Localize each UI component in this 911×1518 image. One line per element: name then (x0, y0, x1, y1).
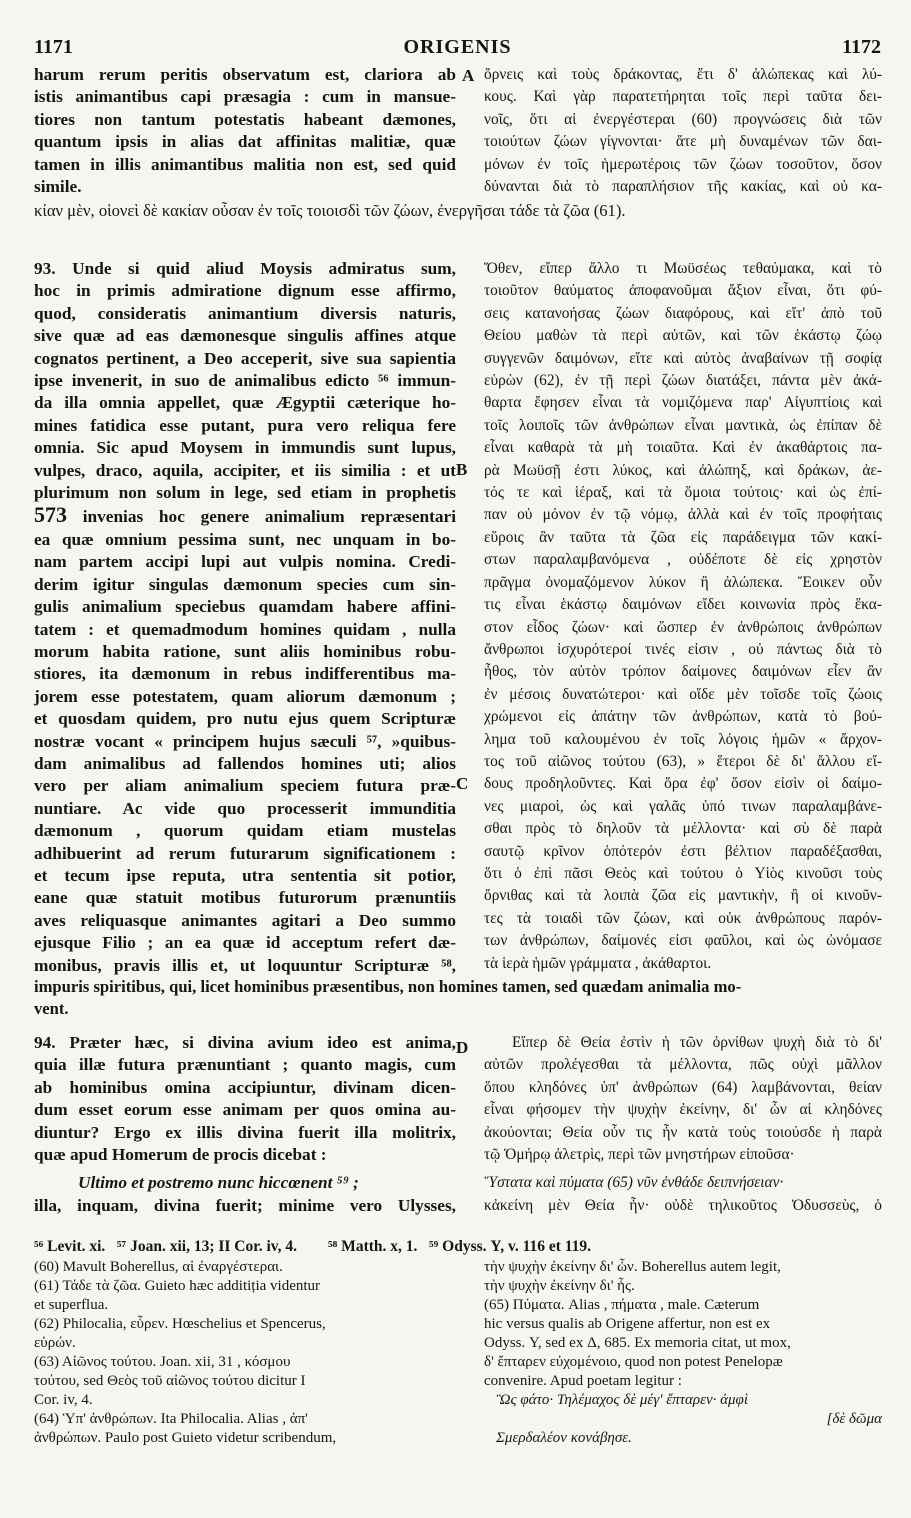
text-line: ab hominibus omina accipiuntur, divinam dicen- (34, 1077, 456, 1097)
homer-quote-greek: Ὕστατα καὶ πύματα (65) νῦν ἐνθάδε δειπνήσειαν· (484, 1174, 784, 1192)
text-line: ὄρνεις καὶ τοὺς δράκοντας, ἔτι δ' ἀλώπεκας καὶ λύ- (484, 66, 882, 83)
text-line: nostræ vocant « principem hujus sæculi ⁵⁷, »quibus- (34, 731, 456, 751)
text-line: simile. (34, 177, 82, 197)
text-line: τες τὰ τοιαδὶ τῶν ζώων, καὶ οὐκ ἀνθρώπους παρόν- (484, 909, 882, 927)
section-93-full-width (34, 976, 882, 1021)
text-line: aves reliquasque animantes agitari a Deo summo (34, 910, 456, 930)
text-line: των ἀνθρώπων, δαίμονές εἰσι φαῦλοι, καὶ ὡς ὠνόμασε (484, 932, 882, 950)
text-line: 94. Præter hæc, si divina avium ideo est anima, (34, 1033, 456, 1052)
text-run: invenias hoc genere animalium repræsentari (82, 507, 456, 527)
text-line: εὑρὼν (62), ἐν τῇ περὶ ζώων διατάξει, πάντα μὲν ἀκά- (484, 372, 882, 390)
note-line: εὑρών. (34, 1335, 76, 1351)
section-94-latin (34, 1032, 456, 1217)
text-line: dum esset eorum esse animam per quos omina au- (34, 1100, 456, 1120)
text-line: μόνων ἐν τοῖς ἡμερωτέροις τῶν ζώων τοσοῦτον, ὅσον (484, 155, 882, 173)
text-line: et tecum ipse reputa, utra sententia sit potior, (34, 865, 456, 885)
text-line: δύνανται διὰ τὸ παραπλήσιον τῆς κακίας, καὶ οὐ κα- (484, 178, 882, 196)
text-line: ejusque Filio ; an ea quæ id acceptum refert dæ- (34, 933, 456, 953)
text-line: adhibuerint ad rerum futurarum significationem : (34, 843, 456, 863)
note-line: Ὣς φάτο· Τηλέμαχος δὲ μέγ' ἔπταρεν· ἀμφὶ (496, 1392, 749, 1408)
text-line: tatem : et quemadmodum homines quidam , nulla (34, 619, 456, 639)
note-line: δ' ἔπταρεν εὐχομένοιο, quod non potest Penelopæ (484, 1354, 783, 1370)
text-line: quæ apud Homerum de procis dicebat : (34, 1145, 327, 1165)
text-line: παν οὐ μόνον ἐν τῷ νόμῳ, ἀλλὰ καὶ ἐν τοῖς προφήταις (484, 506, 882, 524)
note-line: [δὲ δῶμα (826, 1411, 882, 1427)
text-line: tamen in illis animantibus malitia non est, sed quid (34, 154, 456, 174)
note-line: (60) Mavult Boherellus, αἱ ἐναργέστεραι. (34, 1259, 283, 1275)
section-94-greek (484, 1032, 882, 1217)
homer-quote-latin: Ultimo et postremo nunc hiccœnent ⁵⁹ ; (78, 1173, 359, 1193)
text-line: νοῖς, ὅτι αἱ ἐνεργέστεραι (60) προγνώσεις διὰ τῶν (484, 110, 882, 128)
text-line: cognatos pertinent, a Deo acceperit, sive sua sapientia (34, 348, 456, 368)
text-line: θαρτα ἔφησεν εἶναι τὰ νομιζόμενα παρ' Αἰγυπτίοις καὶ (484, 394, 882, 412)
text-line: τὰ ἱερὰ ἡμῶν γράμματα , ἀκάθαρτοι. (484, 954, 712, 972)
page-header (34, 36, 881, 62)
text-line: jorem esse potestatem, quam aliorum dæmonum ; (34, 686, 456, 706)
note-line: τὴν ψυχὴν ἐκείνην δι' ὧν. Boherellus autem legit, (484, 1259, 781, 1275)
note-line: Cor. iv, 4. (34, 1392, 93, 1408)
top-greek-column (484, 64, 882, 198)
footnote-references (34, 1236, 882, 1258)
text-line: illa, inquam, divina fuerit; minime vero Ulysses, (34, 1195, 456, 1215)
notes-left-column (34, 1258, 454, 1448)
text-line: plurimum non solum in lege, sed etiam in prophetis (34, 483, 456, 503)
text-line: σεις κατανοήσας ζώων διαφόρους, καὶ εἴτ' ἀπὸ τοῦ (484, 304, 882, 322)
section-93-greek (484, 258, 882, 975)
text-line: συγγενῶν δαιμόνων, εἴτε καὶ αὐτὸς ἀναβαίνων τῇ σοφίᾳ (484, 349, 882, 367)
text-line: Θείου μαθὼν τὰ περὶ αὐτῶν, καὶ τῶν ἑκάστῳ ζώῳ (484, 327, 882, 345)
text-line: ἦθος, τὸν αὐτὸν τρόπον δαίμονες δαιμόνων εἶεν ἂν (484, 663, 882, 681)
text-line: vent. (34, 999, 69, 1019)
note-line: Odyss. Υ, sed ex Δ, 685. Ex memoria citat, ut mox, (484, 1335, 791, 1351)
text-line: χρώμενοι εἰς ἀπάτην τῶν ἀνθρώπων, κατὰ τὸ βού- (484, 708, 882, 726)
text-line: harum rerum peritis observatum est, clariora ab (34, 65, 456, 84)
text-line: τοιούτων ζώων γίγνονται· ἅτε μὴ δυναμένων τῶν δαι- (484, 133, 882, 151)
note-line: (62) Philocalia, εὗρεν. Hœschelius et Spencerus, (34, 1316, 326, 1332)
text-line: derim igitur singulas dæmonum species cum sin- (34, 574, 456, 594)
margin-number-573: 573 (34, 502, 67, 528)
text-line: monibus, pravis illis et, ut loquuntur Scripturæ ⁵⁸, (34, 955, 456, 975)
text-line: τοιοῦτον θαύματος ἀποφανοῦμαι ἄξιον εἶναι, ὅτι φύ- (484, 282, 882, 300)
margin-marker-c: C (456, 774, 469, 793)
text-line: ὅτι ὁ ἐπὶ πᾶσι Θεὸς καὶ τούτου ὁ Υἱὸς κινοῦσι τοὺς (484, 864, 882, 882)
text-line: νες μιαροὶ, ὡς καὶ γαλᾶς ὑπό τινων παραλαμβάνε- (484, 797, 882, 815)
text-line: λημα τοῦ καλουμένου ἐν τοῖς λόγοις ἡμῶν « ἄρχον- (484, 730, 882, 748)
text-line: τοῖς λοιποῖς τῶν ἀνθρώπων εἶναι μαντικὰ, ὡς ἐπίπαν δὲ (484, 416, 882, 434)
text-line: nuntiare. Ac vide quo processerit immunditia (34, 798, 456, 818)
note-line: τὴν ψυχὴν ἐκείνην δι' ἧς. (484, 1278, 635, 1294)
margin-marker-a: A (462, 66, 475, 85)
notes-right-column (484, 1258, 882, 1448)
text-line: σθαι πρὸς τὸ δηλοῦν τὰ μέλλοντα· καὶ σὺ δὲ παρὰ (484, 820, 882, 838)
note-line: τούτου, sed Θεὸς τοῦ αἰῶνος τούτου dicitur I (34, 1373, 306, 1389)
margin-marker-d: D (456, 1038, 469, 1057)
text-line: diuntur? Ergo ex illis divina fuerit illa molitrix, (34, 1122, 456, 1142)
text-line: εἶναι φήσομεν τὴν ψυχὴν ἐκείνην, δι' ὧν αἱ κληδόνες (484, 1101, 882, 1119)
text-line: Εἴπερ δὲ Θεία ἐστὶν ἡ τῶν ὀρνίθων ψυχὴ διὰ τὸ δι' (512, 1034, 882, 1051)
text-line: hoc in primis admiratione dignum esse affirmo, (34, 281, 456, 301)
text-line: εἶναι καθαρὰ τὰ μὴ τοιαῦτα. Καὶ ἐν ἀκαθάρτοις πα- (484, 439, 882, 457)
text-line: gulis animalium speciebus quamdam habere affini- (34, 597, 456, 617)
margin-marker-b: B (456, 460, 468, 479)
text-line: τις εἶναι ἑκάστῳ δαιμόνων εἴδει κοινωνία πρὸς ἕκα- (484, 596, 882, 614)
text-line: istis animantibus capi præsagia : cum in mansue- (34, 87, 456, 107)
note-line: hic versus qualis ab Origene affertur, non est ex (484, 1316, 771, 1332)
top-full-width-line (34, 200, 882, 222)
text-line: 93. Unde si quid aliud Moysis admiratus sum, (34, 259, 456, 278)
text-line: sive quæ ad eas dæmonesque singulis affines atque (34, 326, 456, 346)
text-line: quantum ipsis in alias dat affinitas malitiæ, quæ (34, 132, 456, 152)
text-line: stiores, ita dæmonum in rebus indifferentibus ma- (34, 664, 456, 684)
note-line: convenire. Apud poetam legitur : (484, 1373, 682, 1389)
text-line: στων παραλαμβανόμενα , οὐδέποτε δὲ εἰς χρηστὸν (484, 551, 882, 569)
text-line: στον εἶδος ζώων· καὶ ὥσπερ ἐν ἀνθρώποις ἀνθρώπων (484, 618, 882, 636)
text-line: eane quæ statuit motibus futurorum prænuntiis (34, 888, 456, 908)
text-line: ἐν μέσοις δυνατώτεροι· καὶ οἵδε μὲν τοῖσδε τοῖς ζώοις (484, 685, 882, 703)
text-line: τῷ Ὁμήρῳ ἀλετρὶς, περὶ τῶν μνηστήρων εἰποῦσα· (484, 1146, 795, 1164)
note-line: (63) Αἰῶνος τούτου. Joan. xii, 31 , κόσμου (34, 1354, 291, 1370)
text-line: δους προδηλοῦντες. Καὶ ὅρα ἐφ' ὅσον εἰσὶν οἱ δαίμο- (484, 775, 882, 793)
note-line: ἀνθρώπων. Paulo post Guieto videtur scribendum, (34, 1430, 337, 1446)
text-line: τος τοῦ αἰῶνος τούτου (63), » ἕτεροι δὲ δι' ἄλλου εἴ- (484, 752, 882, 770)
text-line: κἀκείνη μὲν Θεία ἦν· οὐδὲ τηλικοῦτος Ὀδυσσεὺς, ὁ (484, 1196, 882, 1214)
text-line: dæmonum , quorum quidam etiam mustelas (34, 821, 456, 841)
text-line: κίαν μὲν, οἱονεὶ δὲ κακίαν οὖσαν ἐν τοῖς τοιοισδὶ τῶν ζώων, ἐνεργῆσαι τάδε τὰ ζῶα (61). (34, 201, 626, 220)
text-line: quia illæ futura prænuntiant ; quanto magis, cum (34, 1055, 456, 1075)
text-line: omnia. Sic apud Moysem in immundis sunt lupus, (34, 438, 456, 458)
text-line: mines fatidica esse putant, pura vero reliqua fere (34, 415, 456, 435)
text-line: εὕροις ἂν ταῦτα τὰ ζῶα εἰς παράδειγμα τῶν κακί- (484, 528, 882, 546)
right-column-number: 1172 (842, 36, 881, 58)
text-line: σαυτῷ κρῖνον ὁπότερόν ἐστι βέλτιον παραδέξασθαι, (484, 842, 882, 860)
text-line: ἀκούονται; Θεία οὖν τις ἦν κατὰ τοὺς τοιούσδε ἡ παρὰ (484, 1123, 882, 1141)
note-line: (64) Ὑπ' ἀνθρώπων. Ita Philocalia. Alias , ἀπ' (34, 1411, 308, 1427)
text-line: ἄνθρωποι ἰσχυρότεροί τινές εἰσιν , οὐ πάντως διὰ τὸ (484, 640, 882, 658)
text-line: vero per aliam animalium speciem futura præ- (34, 776, 456, 796)
text-line: Ὅθεν, εἴπερ ἄλλο τι Μωϋσέως τεθαύμακα, καὶ τὸ (484, 260, 882, 277)
text-line: tiores non tantum potestatis habeant dæmones, (34, 109, 456, 129)
text-line: quod, consideratis animantium diversis naturis, (34, 303, 456, 323)
note-line: et superflua. (34, 1297, 109, 1313)
section-93-latin (34, 258, 456, 977)
left-column-number: 1171 (34, 36, 73, 58)
note-line: (61) Τάδε τὰ ζῶα. Guieto hæc additiția videntur (34, 1278, 321, 1294)
running-title: ORIGENIS (403, 36, 512, 58)
text-line: da illa omnia appellet, quæ Ægyptii cæterique ho- (34, 393, 456, 413)
top-latin-column (34, 64, 456, 198)
text-line: πρᾶγμα ὀνομαζόμενον λύκον ἢ ἀλώπεκα. Ἔοικεν οὖν (484, 573, 882, 591)
note-line: (65) Πύματα. Alias , πήματα , male. Cæterum (484, 1297, 760, 1313)
text-line: τός τε καὶ ἱέραξ, καὶ τὰ ὅμοια τούτοις· καὶ ὡς ἐπί- (484, 484, 882, 502)
text-line: vulpes, draco, aquila, accipiter, et iis similia : et ut (34, 460, 456, 480)
text-line: κους. Καὶ γὰρ παρατετήρηται τοῖς περὶ ταῦτα δει- (484, 88, 882, 106)
text-line: morum habita ratione, sunt aliis hominibus robu- (34, 641, 456, 661)
text-line: impuris spiritibus, qui, licet hominibus præsentibus, non homines tamen, sed quædam animalia mo- (34, 977, 742, 996)
text-line: ρὰ Μωϋσῇ ἐστι λύκος, καὶ ἀλώπηξ, καὶ δράκων, ἀε- (484, 461, 882, 479)
text-line: αὐτῶν προλέγεσθαι τὰ μέλλοντα, πῶς οὐχὶ μᾶλλον (484, 1056, 882, 1074)
text-line: et quosdam quidem, pro nutu ejus quem Scripturæ (34, 709, 456, 729)
text-line: ipse invenerit, in suo de animalibus edicto ⁵⁶ immun- (34, 371, 456, 391)
text-line: dam animalibus ad fallendos homines uti; alios (34, 753, 456, 773)
text-line: ὅπου κληδόνες ὑπ' ἀνθρώπων (64) λαμβάνονται, θείαν (484, 1078, 882, 1096)
text-line: ὄρνιθας καὶ τὰ λοιπὰ ζῶα εἰς μαντικὴν, ἢ οἱ κινοῦν- (484, 887, 882, 905)
text-line: nam partem accipi lupi aut vulpis nomina. Credi- (34, 552, 456, 572)
text-line: ⁵⁶ Levit. xi. ⁵⁷ Joan. xii, 13; II Cor. iv, 4. ⁵⁸ Matth. x, 1. ⁵⁹ Odyss. Υ, v. 116 et 119. (34, 1238, 592, 1255)
text-line (34, 504, 456, 528)
text-line: ea quæ omnium pessima sunt, nec unquam in bo- (34, 529, 456, 549)
note-line: Σμερδαλέον κονάβησε. (496, 1430, 632, 1446)
